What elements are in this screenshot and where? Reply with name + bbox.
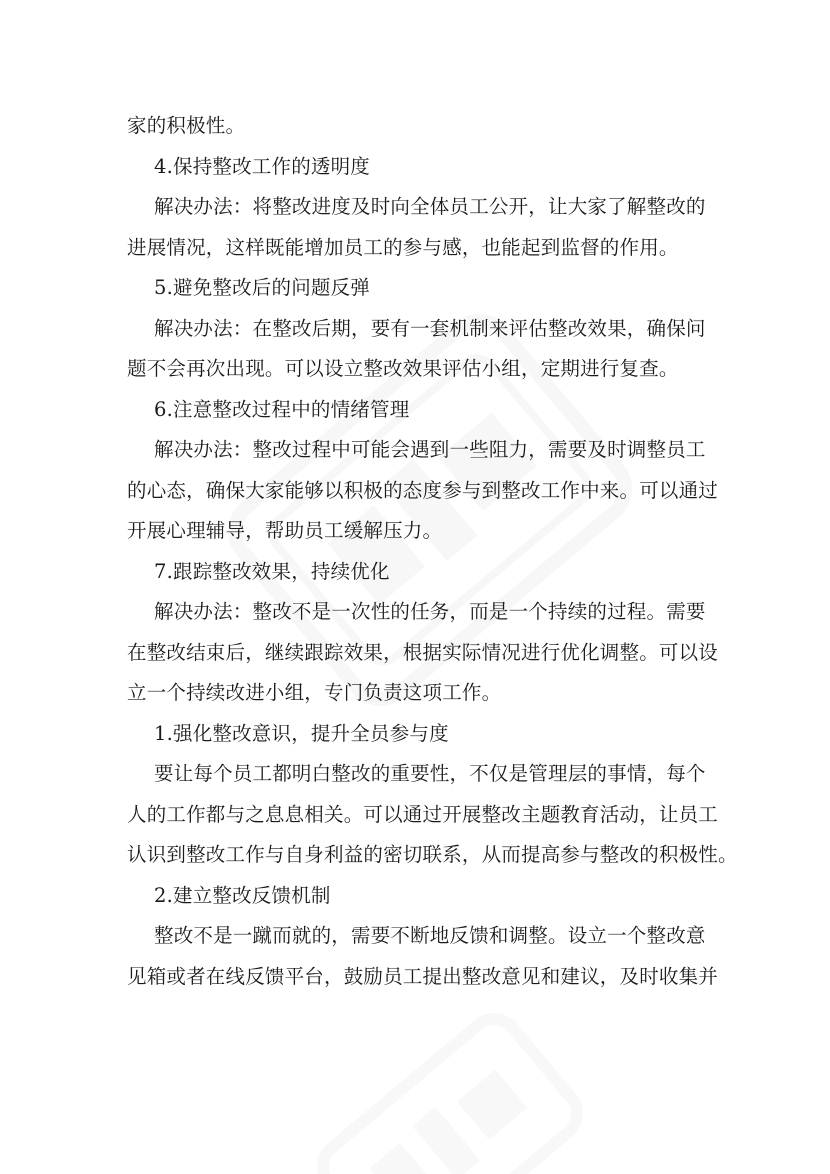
text-line: 解决办法：整改过程中可能会遇到一些阻力，需要及时调整员工 <box>154 438 706 461</box>
text-line: 认识到整改工作与自身利益的密切联系，从而提高参与整改的积极性。 <box>127 843 738 866</box>
section-heading: 5.避免整改后的问题反弹 <box>154 276 371 299</box>
text-line: 人的工作都与之息息相关。可以通过开展整改主题教育活动，让员工 <box>127 802 719 826</box>
text-line: 解决办法：将整改进度及时向全体员工公开，让大家了解整改的 <box>154 195 706 218</box>
text-line: 家的积极性。 <box>127 114 246 137</box>
section-heading: 4.保持整改工作的透明度 <box>154 154 371 178</box>
text-line: 在整改结束后，继续跟踪效果，根据实际情况进行优化调整。可以设 <box>127 640 719 664</box>
text-line: 解决办法：在整改后期，要有一套机制来评估整改效果，确保问 <box>154 316 706 340</box>
text-line: 整改不是一蹴而就的，需要不断地反馈和调整。设立一个整改意 <box>154 924 706 947</box>
text-line: 的心态，确保大家能够以积极的态度参与到整改工作中来。可以通过 <box>127 478 719 502</box>
section-heading: 6.注意整改过程中的情绪管理 <box>154 397 410 421</box>
section-heading: 2.建立整改反馈机制 <box>154 883 331 907</box>
section-heading: 7.跟踪整改效果，持续优化 <box>154 559 390 583</box>
text-line: 题不会再次出现。可以设立整改效果评估小组，定期进行复查。 <box>127 357 679 380</box>
text-line: 开展心理辅导，帮助员工缓解压力。 <box>127 519 443 542</box>
text-line: 要让每个员工都明白整改的重要性，不仅是管理层的事情，每个 <box>154 762 706 785</box>
text-line: 进展情况，这样既能增加员工的参与感，也能起到监督的作用。 <box>127 235 679 259</box>
document-body <box>127 106 738 997</box>
watermark-logo-icon <box>299 995 601 1174</box>
text-line: 解决办法：整改不是一次性的任务，而是一个持续的过程。需要 <box>154 600 706 623</box>
text-line: 见箱或者在线反馈平台，鼓励员工提出整改意见和建议，及时收集并 <box>127 964 719 988</box>
text-line: 立一个持续改进小组，专门负责这项工作。 <box>127 681 502 704</box>
section-heading: 1.强化整改意识，提升全员参与度 <box>154 721 449 745</box>
